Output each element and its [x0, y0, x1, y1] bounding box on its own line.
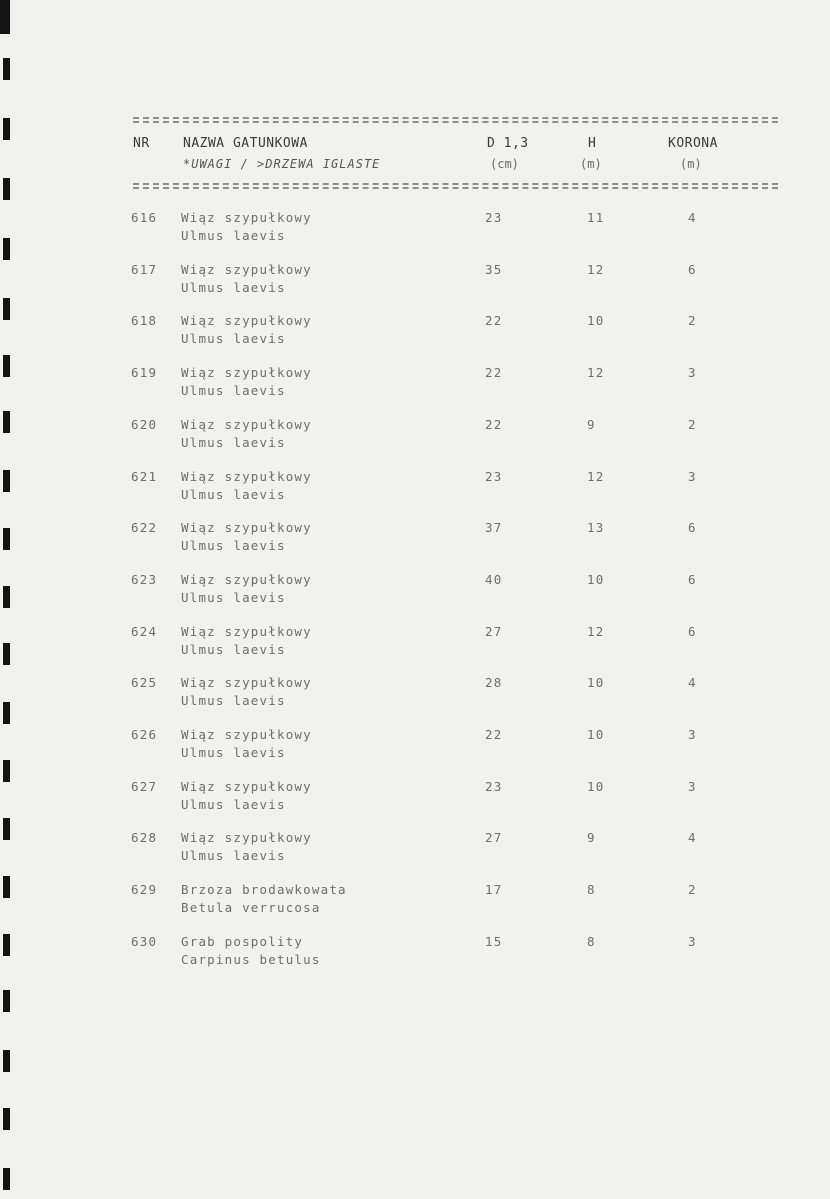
punch-hole	[3, 118, 10, 140]
height-value: 13	[587, 520, 605, 536]
table-row	[0, 779, 830, 819]
species-polish-name: Wiąz szypułkowy	[181, 623, 312, 639]
species-latin-name: Ulmus laevis	[181, 745, 286, 760]
species-polish-name: Wiąz szypułkowy	[181, 313, 312, 329]
crown-value: 6	[688, 623, 697, 639]
species-latin-name: Ulmus laevis	[181, 228, 286, 243]
table-row	[0, 210, 830, 250]
tree-number: 622	[131, 520, 158, 536]
diameter-value: 37	[485, 520, 503, 536]
height-value: 10	[587, 778, 605, 794]
table-row	[0, 313, 830, 353]
species-latin-name: Ulmus laevis	[181, 796, 286, 812]
tree-number: 624	[131, 623, 158, 639]
diameter-value: 23	[485, 468, 503, 484]
punch-hole	[3, 1168, 10, 1190]
crown-value: 3	[688, 778, 697, 794]
table-row	[0, 572, 830, 612]
species-latin-name: Ulmus laevis	[181, 383, 286, 399]
diameter-value: 17	[485, 882, 503, 898]
crown-value: 2	[688, 882, 697, 898]
species-polish-name: Wiąz szypułkowy	[181, 468, 312, 484]
punch-hole	[3, 1050, 10, 1072]
diameter-value: 35	[485, 261, 503, 277]
crown-value: 3	[688, 727, 697, 742]
crown-value: 6	[688, 520, 697, 536]
binder-edge	[0, 0, 10, 34]
height-value: 12	[587, 365, 605, 381]
height-value: 12	[587, 468, 605, 484]
header-nr: NR	[133, 136, 150, 151]
table-row	[0, 934, 830, 974]
species-latin-name: Ulmus laevis	[181, 279, 286, 295]
species-latin-name: Carpinus betulus	[181, 951, 321, 967]
height-value: 10	[587, 571, 605, 587]
header-crown: KORONA	[668, 136, 718, 151]
tree-number: 629	[131, 882, 158, 898]
diameter-value: 27	[485, 623, 503, 639]
tree-number: 616	[131, 210, 158, 225]
header-bottom-rule	[133, 183, 778, 185]
crown-value: 4	[688, 830, 697, 846]
height-value: 8	[587, 933, 596, 949]
species-latin-name: Ulmus laevis	[181, 331, 286, 347]
diameter-value: 15	[485, 933, 503, 949]
diameter-value: 22	[485, 727, 503, 742]
height-value: 10	[587, 675, 605, 691]
punch-hole	[3, 990, 10, 1012]
tree-number: 626	[131, 727, 158, 742]
species-polish-name: Wiąz szypułkowy	[181, 675, 312, 691]
table-row	[0, 417, 830, 457]
tree-number: 617	[131, 261, 158, 277]
table-row	[0, 727, 830, 767]
crown-value: 6	[688, 261, 697, 277]
species-latin-name: Betula verrucosa	[181, 900, 321, 916]
table-row	[0, 520, 830, 560]
header-diameter: D 1,3	[487, 136, 529, 151]
crown-value: 4	[688, 675, 697, 691]
diameter-value: 22	[485, 416, 503, 432]
table-row	[0, 624, 830, 664]
height-value: 9	[587, 830, 596, 846]
header-bottom-rule-2	[133, 187, 778, 189]
crown-value: 3	[688, 933, 697, 949]
crown-unit: (m)	[680, 157, 702, 171]
tree-number: 627	[131, 778, 158, 794]
species-polish-name: Wiąz szypułkowy	[181, 727, 312, 742]
diameter-value: 22	[485, 313, 503, 329]
species-polish-name: Wiąz szypułkowy	[181, 261, 312, 277]
tree-number: 620	[131, 416, 158, 432]
height-value: 10	[587, 313, 605, 329]
punch-hole	[3, 1108, 10, 1130]
table-row	[0, 262, 830, 302]
species-polish-name: Wiąz szypułkowy	[181, 416, 312, 432]
crown-value: 2	[688, 313, 697, 329]
height-value: 10	[587, 727, 605, 742]
crown-value: 3	[688, 468, 697, 484]
header-height: H	[588, 136, 597, 151]
height-value: 9	[587, 416, 596, 432]
crown-value: 4	[688, 210, 697, 225]
tree-number: 628	[131, 830, 158, 846]
tree-number: 623	[131, 571, 158, 587]
crown-value: 2	[688, 416, 697, 432]
diameter-value: 22	[485, 365, 503, 381]
species-latin-name: Ulmus laevis	[181, 538, 286, 554]
punch-hole	[3, 178, 10, 200]
table-row	[0, 882, 830, 922]
species-polish-name: Wiąz szypułkowy	[181, 210, 312, 225]
species-latin-name: Ulmus laevis	[181, 434, 286, 450]
species-latin-name: Ulmus laevis	[181, 589, 286, 605]
crown-value: 6	[688, 571, 697, 587]
diameter-value: 23	[485, 778, 503, 794]
diameter-value: 27	[485, 830, 503, 846]
tree-number: 618	[131, 313, 158, 329]
species-latin-name: Ulmus laevis	[181, 486, 286, 502]
diameter-value: 28	[485, 675, 503, 691]
species-latin-name: Ulmus laevis	[181, 693, 286, 709]
diameter-value: 40	[485, 571, 503, 587]
height-value: 11	[587, 210, 605, 225]
header-top-rule	[133, 117, 778, 119]
table-row	[0, 830, 830, 870]
tree-number: 625	[131, 675, 158, 691]
tree-number: 619	[131, 365, 158, 381]
table-row	[0, 675, 830, 715]
species-polish-name: Wiąz szypułkowy	[181, 520, 312, 536]
header-species-name: NAZWA GATUNKOWA	[183, 136, 308, 151]
species-latin-name: Ulmus laevis	[181, 641, 286, 657]
height-unit: (m)	[580, 157, 602, 171]
species-polish-name: Grab pospolity	[181, 933, 304, 949]
table-row	[0, 365, 830, 405]
species-polish-name: Wiąz szypułkowy	[181, 365, 312, 381]
species-polish-name: Brzoza brodawkowata	[181, 882, 347, 898]
species-polish-name: Wiąz szypułkowy	[181, 778, 312, 794]
species-latin-name: Ulmus laevis	[181, 848, 286, 864]
height-value: 8	[587, 882, 596, 898]
crown-value: 3	[688, 365, 697, 381]
punch-hole	[3, 58, 10, 80]
header-notes: *UWAGI / >DRZEWA IGLASTE	[183, 157, 381, 171]
tree-number: 621	[131, 468, 158, 484]
height-value: 12	[587, 261, 605, 277]
diameter-unit: (cm)	[490, 157, 519, 171]
table-row	[0, 469, 830, 509]
tree-number: 630	[131, 933, 158, 949]
header-top-rule-2	[133, 121, 778, 123]
height-value: 12	[587, 623, 605, 639]
diameter-value: 23	[485, 210, 503, 225]
species-polish-name: Wiąz szypułkowy	[181, 830, 312, 846]
species-polish-name: Wiąz szypułkowy	[181, 571, 312, 587]
